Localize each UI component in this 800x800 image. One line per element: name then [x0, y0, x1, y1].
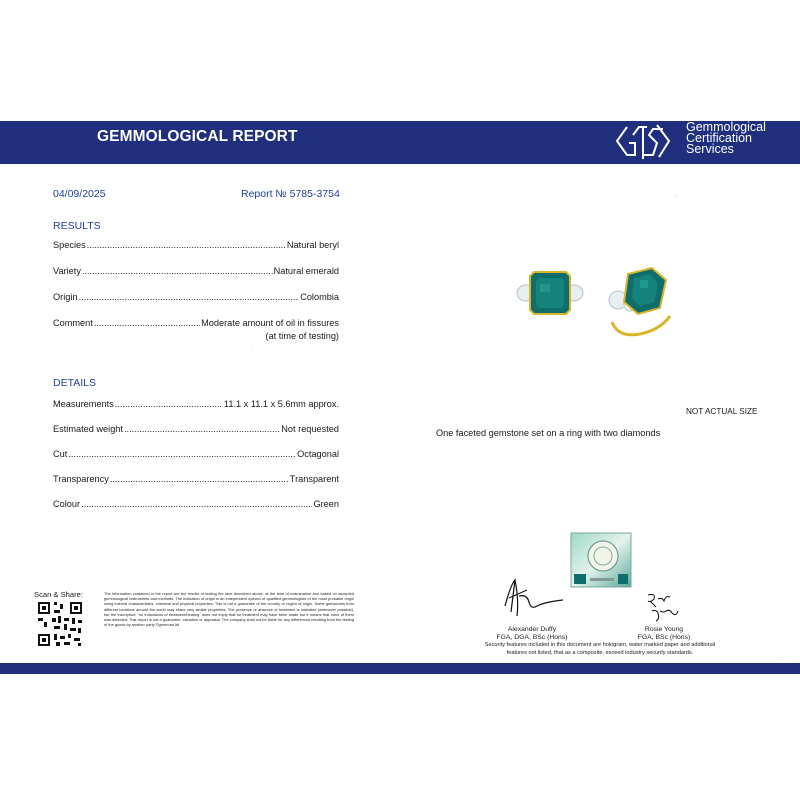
logo-line-2: Certification	[686, 131, 752, 145]
dot-leader	[81, 498, 312, 510]
hologram-icon	[570, 532, 632, 588]
speck: ·	[251, 347, 253, 353]
dot-leader	[68, 448, 296, 460]
dot-leader	[115, 398, 223, 410]
row-value: Moderate amount of oil in fissures	[201, 318, 339, 328]
signatory-name: Rosie Young	[644, 626, 684, 633]
row-value: 11.1 x 11.1 x 5.6mm approx.	[223, 399, 339, 409]
results-row-origin	[53, 291, 339, 303]
speck: ·	[783, 655, 785, 661]
ring-photo	[500, 258, 700, 338]
dot-leader	[82, 265, 273, 277]
signatory-credentials: FGA, BSc (Hons)	[637, 634, 691, 641]
row-value: Natural beryl	[286, 240, 339, 250]
dot-leader	[110, 473, 289, 485]
details-row-transparency	[53, 473, 339, 485]
row-label: Estimated weight	[53, 424, 123, 434]
results-row-species	[53, 239, 339, 251]
logo-text	[686, 122, 766, 155]
dot-leader	[124, 423, 280, 435]
speck: ·	[676, 193, 678, 199]
details-heading: DETAILS	[53, 377, 96, 389]
results-row-comment	[53, 317, 339, 329]
row-label: Cut	[53, 449, 68, 459]
details-row-colour	[53, 498, 339, 510]
dot-leader	[79, 291, 300, 303]
security-note: Security features included in this document are hologram, water marked paper and additional features not listed, that as a composite, exceed industry security standards.	[484, 642, 716, 656]
ring-top-view	[517, 272, 583, 314]
row-value: Octagonal	[297, 449, 339, 459]
details-row-cut	[53, 448, 339, 460]
signature-rosie-young	[642, 591, 682, 623]
ring-angled-view	[609, 268, 670, 335]
dot-leader	[87, 239, 286, 251]
row-label: Origin	[53, 292, 78, 302]
report-title: GEMMOLOGICAL REPORT	[97, 128, 298, 145]
signature-alexander-duffy	[497, 576, 567, 621]
signatory-1	[487, 626, 577, 642]
footer-bar	[0, 663, 800, 674]
row-label: Comment	[53, 318, 93, 328]
details-row-weight	[53, 423, 339, 435]
row-value: Not requested	[281, 424, 339, 434]
row-label: Transparency	[53, 474, 109, 484]
row-value: Colombia	[300, 292, 339, 302]
item-description: One faceted gemstone set on a ring with two diamonds	[436, 428, 661, 438]
scan-share-label: Scan & Share:	[34, 590, 83, 599]
row-value: Transparent	[289, 474, 339, 484]
row-label: Species	[53, 240, 86, 250]
disclaimer-text: The information contained in the report are the results of testing the item described above, at the time of examination and based on accepted gemmological instruments and methods. The indication of origin is an independent opinion of qualified gemmologists of the most probable origin using internal characteristics, chemical and physical properties. This is not a guarantee of the country or region of origin. Some gemstones from different locations around the world may share very similar properties. The presence or absence of treatment is indicated (whenever possible), but the inscription: "no indications of treatment/heating" does not imply that no treatment may have been made but it means that none of them was detected. This report is not a guarantee, valuation or appraisal. The company shall not be liable for any differences resulting from the testing of the goods by another party ©gemroad ltd	[104, 591, 354, 628]
logo-line-1: Gemmological	[686, 120, 766, 134]
qr-code-icon[interactable]	[36, 600, 84, 648]
row-value: Green	[313, 499, 339, 509]
results-heading: RESULTS	[53, 220, 101, 232]
details-row-measurements	[53, 398, 339, 410]
signatory-name: Alexander Duffy	[507, 626, 557, 633]
signatory-2	[619, 626, 709, 642]
report-date: 04/09/2025	[53, 188, 106, 200]
dot-leader	[94, 317, 200, 329]
report-number: Report № 5785-3754	[241, 188, 340, 200]
gcs-logo-icon	[613, 121, 673, 164]
row-label: Measurements	[53, 399, 114, 409]
not-actual-size-note: NOT ACTUAL SIZE	[686, 407, 758, 416]
comment-continuation: (at time of testing)	[265, 331, 339, 341]
results-row-variety	[53, 265, 339, 277]
signatory-credentials: FGA, DGA, BSc (Hons)	[496, 634, 568, 641]
row-label: Colour	[53, 499, 81, 509]
row-value: Natural emerald	[273, 266, 339, 276]
logo-line-3: Services	[686, 142, 734, 156]
row-label: Variety	[53, 266, 81, 276]
